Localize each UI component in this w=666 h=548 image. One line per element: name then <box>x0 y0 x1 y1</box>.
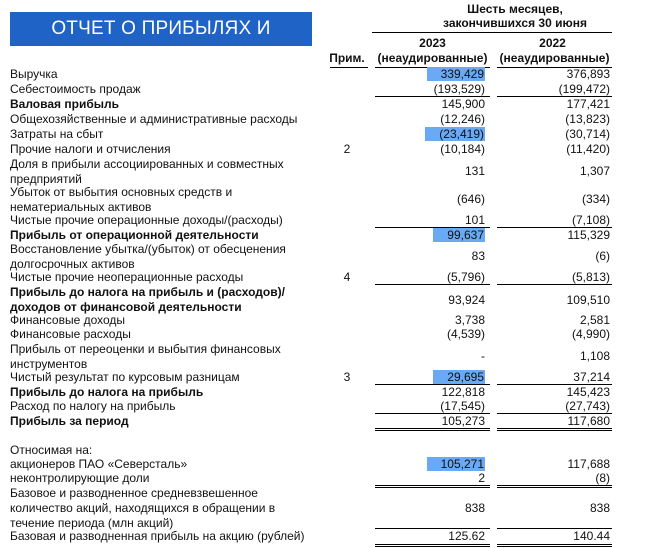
value-2023: (17,545) <box>440 399 485 413</box>
row-label: Базовая и разводненная прибыль на акцию (рублей) <box>10 529 305 543</box>
row-label: Финансовые доходы <box>10 313 126 327</box>
value-2022: (27,743) <box>565 399 610 413</box>
value-2022: (30,714) <box>565 127 610 141</box>
row-note: 2 <box>343 142 351 156</box>
row-label: Прочие налоги и отчисления <box>10 142 171 156</box>
value-2023: 105,271 <box>427 457 485 471</box>
row-label: Общехозяйственные и административные расходы <box>10 112 298 126</box>
value-2022: 177,421 <box>566 97 610 111</box>
value-2023: (23,419) <box>425 127 485 141</box>
value-2022: (13,823) <box>565 112 610 126</box>
value-2022: (7,108) <box>571 213 610 227</box>
value-2023: (193,529) <box>433 82 485 96</box>
value-2022: (6) <box>595 249 610 263</box>
row-label: акционеров ПАО «Северсталь» <box>10 457 188 471</box>
value-2023: 838 <box>464 501 485 515</box>
value-2023: 83 <box>471 249 485 263</box>
row-label: Убыток от выбытия основных средств и нематериальных активов <box>10 185 233 214</box>
row-label: Базовое и разводненное средневзвешенное количество акций, находящихся в обращении в течение периода (млн акций) <box>10 486 276 530</box>
report-title-banner: ОТЧЕТ О ПРИБЫЛЯХ И УБЫТКАХ <box>10 12 312 46</box>
row-label: Чистые прочие неоперационные расходы <box>10 270 244 284</box>
row-note: 4 <box>343 270 351 284</box>
row-label: неконтролирующие доли <box>10 471 150 485</box>
value-2023: 122,818 <box>441 385 485 399</box>
period-header-rule <box>372 32 612 33</box>
value-2023: (4,539) <box>446 327 485 341</box>
column-2023-subheader: (неаудированные) <box>377 51 488 65</box>
value-2022: 115,329 <box>567 228 610 242</box>
value-2023: 99,637 <box>433 228 485 242</box>
value-2022: (5,813) <box>571 270 610 284</box>
header-rule-note <box>330 67 368 68</box>
row-label: Чистый результат по курсовым разницам <box>10 370 240 384</box>
value-2022: 2,581 <box>579 313 610 327</box>
value-2022: 1,108 <box>579 349 610 363</box>
row-label: Прибыль от переоценки и выбытия финансовых инструментов <box>10 342 281 371</box>
value-2023: 125.62 <box>448 529 485 543</box>
value-2022: 838 <box>589 501 610 515</box>
value-2023: (5,796) <box>446 270 485 284</box>
value-2022: 109,510 <box>566 293 610 307</box>
row-label: Прибыль за период <box>10 414 129 428</box>
row-label: Прибыль до налога на прибыль <box>10 385 204 399</box>
value-2023: (12,246) <box>440 112 485 126</box>
row-label: Выручка <box>10 67 58 81</box>
row-label: Валовая прибыль <box>10 97 119 111</box>
value-2022: 37,214 <box>573 370 610 384</box>
value-2023: 29,695 <box>433 370 485 384</box>
value-2022: 117,680 <box>567 414 610 428</box>
value-2022: 1,307 <box>579 164 610 178</box>
value-2022: (199,472) <box>558 82 610 96</box>
value-2023: 131 <box>464 164 485 178</box>
value-2023: 3,738 <box>454 313 485 327</box>
period-header-line2: закончившихся 30 июня <box>443 16 587 30</box>
column-year-2022: 2022 <box>539 36 566 50</box>
row-label: Относимая на: <box>10 443 93 457</box>
value-2022: (8) <box>595 471 610 485</box>
column-note-header: Прим. <box>329 51 365 65</box>
row-label: Прибыль от операционной деятельности <box>10 228 259 242</box>
value-2023: 105,273 <box>441 414 485 428</box>
value-2022: 117,688 <box>567 457 610 471</box>
value-2023: (10,184) <box>440 142 485 156</box>
value-2022: (334) <box>581 192 610 206</box>
value-2023: - <box>481 349 485 363</box>
period-header-line1: Шесть месяцев, <box>467 2 563 16</box>
value-2023: 101 <box>464 213 485 227</box>
value-2023: 2 <box>478 471 485 485</box>
row-label: Прибыль до налога на прибыль и (расходов)/доходов от финансовой деятельности <box>10 285 285 314</box>
value-2023: 145,900 <box>441 97 485 111</box>
value-2023: 93,924 <box>448 293 485 307</box>
row-label: Чистые прочие операционные доходы/(расходы) <box>10 213 283 227</box>
row-label: Затраты на сбыт <box>10 127 104 141</box>
value-2022: 145,423 <box>566 385 610 399</box>
value-2022: (4,990) <box>571 327 610 341</box>
value-2023: 339,429 <box>427 67 485 81</box>
value-2022: (11,420) <box>566 142 610 156</box>
row-label: Себестоимость продаж <box>10 82 141 96</box>
row-label: Доля в прибыли ассоциированных и совместных предприятий <box>10 157 284 186</box>
row-label: Финансовые расходы <box>10 327 131 341</box>
row-label: Расход по налогу на прибыль <box>10 399 176 413</box>
column-year-2023: 2023 <box>419 36 446 50</box>
value-2023: (646) <box>456 192 485 206</box>
column-2022-subheader: (неаудированные) <box>499 51 610 65</box>
row-note: 3 <box>343 370 351 384</box>
value-2022: 376,893 <box>566 67 610 81</box>
row-label: Восстановление убытка/(убыток) от обесценения долгосрочных активов <box>10 242 286 271</box>
value-2022: 140.44 <box>573 529 610 543</box>
